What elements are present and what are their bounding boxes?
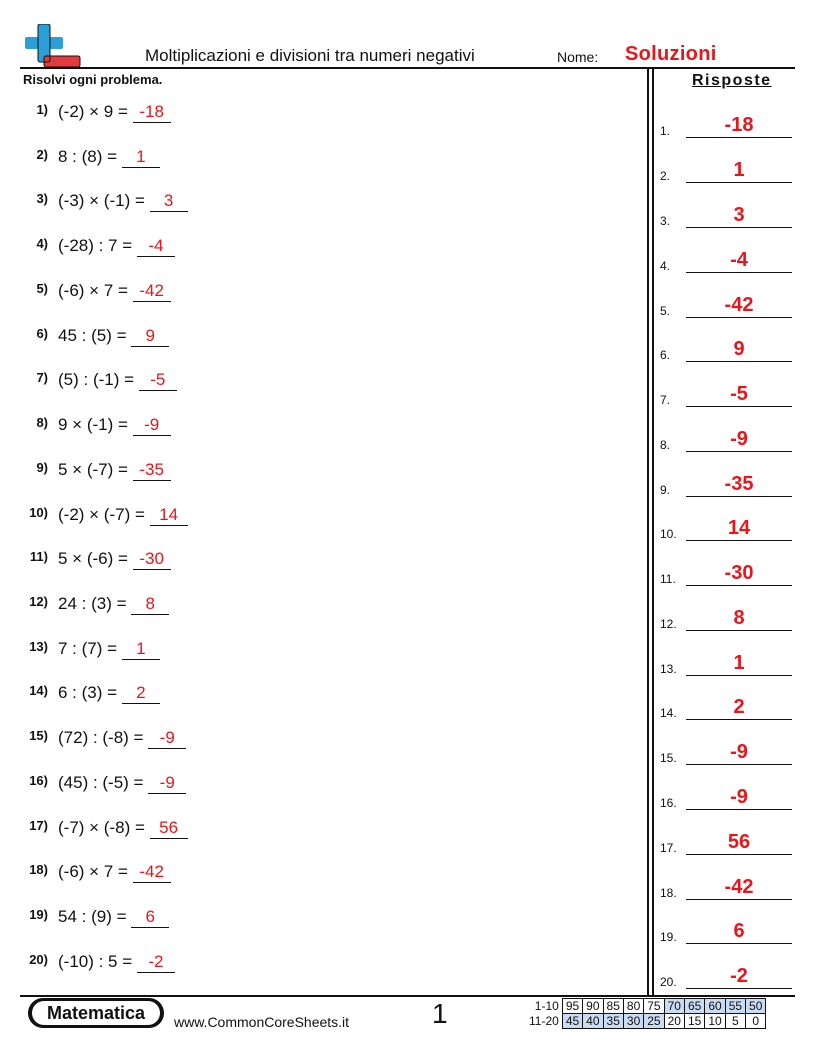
problem-expression: 9 × (-1) = bbox=[58, 415, 128, 434]
answer-key-value: -35 bbox=[724, 473, 754, 495]
problem-expression: (45) : (-5) = bbox=[58, 773, 144, 792]
problem-expression: (-3) × (-1) = bbox=[58, 191, 145, 210]
problem-expression: 8 : (8) = bbox=[58, 147, 118, 166]
answer-key-item bbox=[660, 648, 792, 678]
answer-key-item bbox=[660, 513, 792, 543]
answer-key-value: 2 bbox=[733, 696, 745, 718]
problem-number: 1) bbox=[36, 102, 48, 117]
answer-key-item bbox=[660, 872, 792, 902]
site-link[interactable]: www.CommonCoreSheets.it bbox=[174, 1014, 350, 1030]
answer-key-item bbox=[660, 961, 792, 991]
name-label: Nome: bbox=[557, 49, 599, 65]
score-cell: 15 bbox=[684, 1014, 704, 1029]
answer-key-value: -42 bbox=[724, 294, 754, 316]
answer-key-value: -18 bbox=[724, 114, 754, 136]
answer-key-item bbox=[660, 200, 792, 230]
problem-expression: (-28) : 7 = bbox=[58, 236, 133, 255]
answer-key-item bbox=[660, 916, 792, 946]
problem-number: 10) bbox=[29, 505, 48, 520]
answer-blank[interactable]: -2 bbox=[137, 952, 175, 973]
answer-blank[interactable]: -9 bbox=[133, 415, 171, 436]
subject-badge: Matematica bbox=[32, 1001, 160, 1025]
answer-key-item bbox=[660, 245, 792, 275]
answer-key-item bbox=[660, 334, 792, 364]
answer-key-item bbox=[660, 155, 792, 185]
problem-number: 13) bbox=[29, 639, 48, 654]
answer-key-number: 15. bbox=[660, 751, 677, 765]
answer-blank[interactable]: -35 bbox=[133, 460, 171, 481]
score-row-label: 11-20 bbox=[529, 1014, 559, 1028]
answer-blank[interactable]: -42 bbox=[133, 281, 171, 302]
answer-key-number: 17. bbox=[660, 841, 677, 855]
problem-number: 3) bbox=[36, 191, 48, 206]
problem-number: 6) bbox=[36, 326, 48, 341]
answer-key-number: 6. bbox=[660, 348, 671, 362]
column-divider-left bbox=[647, 68, 649, 996]
answer-key-item bbox=[660, 737, 792, 767]
score-cell: 0 bbox=[746, 1014, 766, 1029]
problem-number: 5) bbox=[36, 281, 48, 296]
score-cell: 35 bbox=[603, 1014, 623, 1029]
answer-key-number: 2. bbox=[660, 169, 671, 183]
answer-key-item bbox=[660, 603, 792, 633]
score-cell: 40 bbox=[583, 1014, 603, 1029]
score-cell: 90 bbox=[583, 999, 603, 1014]
answer-key-value: -2 bbox=[730, 965, 748, 987]
answer-blank[interactable]: 1 bbox=[122, 147, 160, 168]
problem-number: 14) bbox=[29, 683, 48, 698]
plus-minus-logo-icon bbox=[22, 24, 82, 70]
answer-key-item bbox=[660, 827, 792, 857]
answer-key-number: 12. bbox=[660, 617, 677, 631]
answer-blank[interactable]: 8 bbox=[131, 594, 169, 615]
answer-key-item bbox=[660, 424, 792, 454]
answer-blank[interactable]: -9 bbox=[148, 728, 186, 749]
problem-expression: (-7) × (-8) = bbox=[58, 818, 145, 837]
score-cell: 65 bbox=[684, 999, 704, 1014]
answer-blank[interactable]: 6 bbox=[131, 907, 169, 928]
answer-key-value: 3 bbox=[733, 204, 745, 226]
score-cell: 50 bbox=[746, 999, 766, 1014]
header-divider bbox=[20, 67, 795, 69]
answer-key-number: 5. bbox=[660, 304, 671, 318]
answer-key-value: -42 bbox=[724, 876, 754, 898]
problem-expression: 54 : (9) = bbox=[58, 907, 127, 926]
problem-number: 4) bbox=[36, 236, 48, 251]
score-table bbox=[529, 998, 766, 1029]
answer-key-number: 9. bbox=[660, 483, 671, 497]
problem-number: 20) bbox=[29, 952, 48, 967]
answer-key-item bbox=[660, 692, 792, 722]
answer-key-number: 19. bbox=[660, 930, 677, 944]
answer-key-number: 14. bbox=[660, 706, 677, 720]
answer-key-value: -5 bbox=[730, 383, 748, 405]
score-row-label: 1-10 bbox=[534, 999, 559, 1013]
problem-expression: 24 : (3) = bbox=[58, 594, 127, 613]
answer-key-value: -9 bbox=[730, 786, 748, 808]
answers-title: Risposte bbox=[692, 72, 772, 89]
problem-expression: (-10) : 5 = bbox=[58, 952, 133, 971]
answer-key-value: 1 bbox=[733, 652, 745, 674]
answer-blank[interactable]: 3 bbox=[150, 191, 188, 212]
problem-number: 19) bbox=[29, 907, 48, 922]
problem-number: 8) bbox=[36, 415, 48, 430]
answer-key-item bbox=[660, 110, 792, 140]
problem-expression: 6 : (3) = bbox=[58, 683, 118, 702]
answer-key-number: 10. bbox=[660, 527, 677, 541]
answer-key-value: -9 bbox=[730, 741, 748, 763]
score-cell: 95 bbox=[562, 999, 582, 1014]
score-cell: 70 bbox=[664, 999, 684, 1014]
score-cell: 80 bbox=[623, 999, 643, 1014]
problem-number: 16) bbox=[29, 773, 48, 788]
answer-blank[interactable]: -42 bbox=[133, 862, 171, 883]
problem-expression: (-6) × 7 = bbox=[58, 281, 128, 300]
answer-key-number: 1. bbox=[660, 124, 671, 138]
answer-key-number: 16. bbox=[660, 796, 677, 810]
problem-expression: (-2) × 9 = bbox=[58, 102, 128, 121]
answer-blank[interactable]: 56 bbox=[150, 818, 188, 839]
answer-key-number: 13. bbox=[660, 662, 677, 676]
problem-number: 18) bbox=[29, 862, 48, 877]
answer-key-value: 1 bbox=[733, 159, 745, 181]
instructions: Risolvi ogni problema. bbox=[23, 72, 163, 87]
name-value: Soluzioni bbox=[625, 43, 717, 65]
score-cell: 30 bbox=[623, 1014, 643, 1029]
score-cell: 10 bbox=[705, 1014, 725, 1029]
answer-blank[interactable]: -9 bbox=[148, 773, 186, 794]
answer-key-value: 6 bbox=[733, 920, 745, 942]
answer-blank[interactable]: 1 bbox=[122, 639, 160, 660]
problem-number: 11) bbox=[29, 549, 48, 564]
answer-key-number: 18. bbox=[660, 886, 677, 900]
problem-expression: (72) : (-8) = bbox=[58, 728, 144, 747]
worksheet-title: Moltiplicazioni e divisioni tra numeri negativi bbox=[145, 46, 475, 65]
answer-key-value: 8 bbox=[733, 607, 745, 629]
answer-key-number: 8. bbox=[660, 438, 671, 452]
score-row bbox=[529, 999, 766, 1014]
answer-key-value: -9 bbox=[730, 428, 748, 450]
column-divider-right bbox=[652, 68, 654, 996]
answer-blank[interactable]: 2 bbox=[122, 683, 160, 704]
answer-key-item bbox=[660, 290, 792, 320]
score-cell: 60 bbox=[705, 999, 725, 1014]
answer-key-value: 9 bbox=[733, 338, 745, 360]
answer-key-number: 20. bbox=[660, 975, 677, 989]
score-cell: 25 bbox=[644, 1014, 664, 1029]
score-cell: 5 bbox=[725, 1014, 745, 1029]
answer-blank[interactable]: 9 bbox=[131, 326, 169, 347]
problem-expression: (5) : (-1) = bbox=[58, 370, 135, 389]
score-cell: 20 bbox=[664, 1014, 684, 1029]
problem-number: 2) bbox=[36, 147, 48, 162]
problem-expression: (-6) × 7 = bbox=[58, 862, 128, 881]
score-cell: 85 bbox=[603, 999, 623, 1014]
answer-blank[interactable]: -18 bbox=[133, 102, 171, 123]
problem-number: 15) bbox=[29, 728, 48, 743]
problem-expression: 45 : (5) = bbox=[58, 326, 127, 345]
problem-number: 17) bbox=[29, 818, 48, 833]
answer-key-value: 56 bbox=[727, 831, 751, 853]
answer-key-number: 4. bbox=[660, 259, 671, 273]
problem-expression: 5 × (-6) = bbox=[58, 549, 128, 568]
problem-expression: 5 × (-7) = bbox=[58, 460, 128, 479]
answer-key-value: -4 bbox=[730, 249, 748, 271]
problem-expression: (-2) × (-7) = bbox=[58, 505, 145, 524]
problem-number: 7) bbox=[36, 370, 48, 385]
answer-blank[interactable]: -5 bbox=[139, 370, 177, 391]
answer-key-number: 7. bbox=[660, 393, 671, 407]
score-cell: 45 bbox=[562, 1014, 582, 1029]
problem-number: 12) bbox=[29, 594, 48, 609]
problem-expression: 7 : (7) = bbox=[58, 639, 118, 658]
answer-blank[interactable]: -30 bbox=[133, 549, 171, 570]
answer-key-number: 3. bbox=[660, 214, 671, 228]
score-cell: 55 bbox=[725, 999, 745, 1014]
footer-divider bbox=[20, 995, 795, 997]
page-number: 1 bbox=[432, 998, 448, 1029]
score-row bbox=[529, 1014, 766, 1029]
answer-blank[interactable]: -4 bbox=[137, 236, 175, 257]
problem-number: 9) bbox=[36, 460, 48, 475]
answer-blank[interactable]: 14 bbox=[150, 505, 188, 526]
answer-key-value: -30 bbox=[724, 562, 754, 584]
answer-key-item bbox=[660, 379, 792, 409]
score-cell: 75 bbox=[644, 999, 664, 1014]
answer-key-item bbox=[660, 469, 792, 499]
answer-key-number: 11. bbox=[660, 572, 676, 586]
answer-key-item bbox=[660, 782, 792, 812]
answer-key-item bbox=[660, 558, 792, 588]
answer-key-value: 14 bbox=[727, 517, 751, 539]
